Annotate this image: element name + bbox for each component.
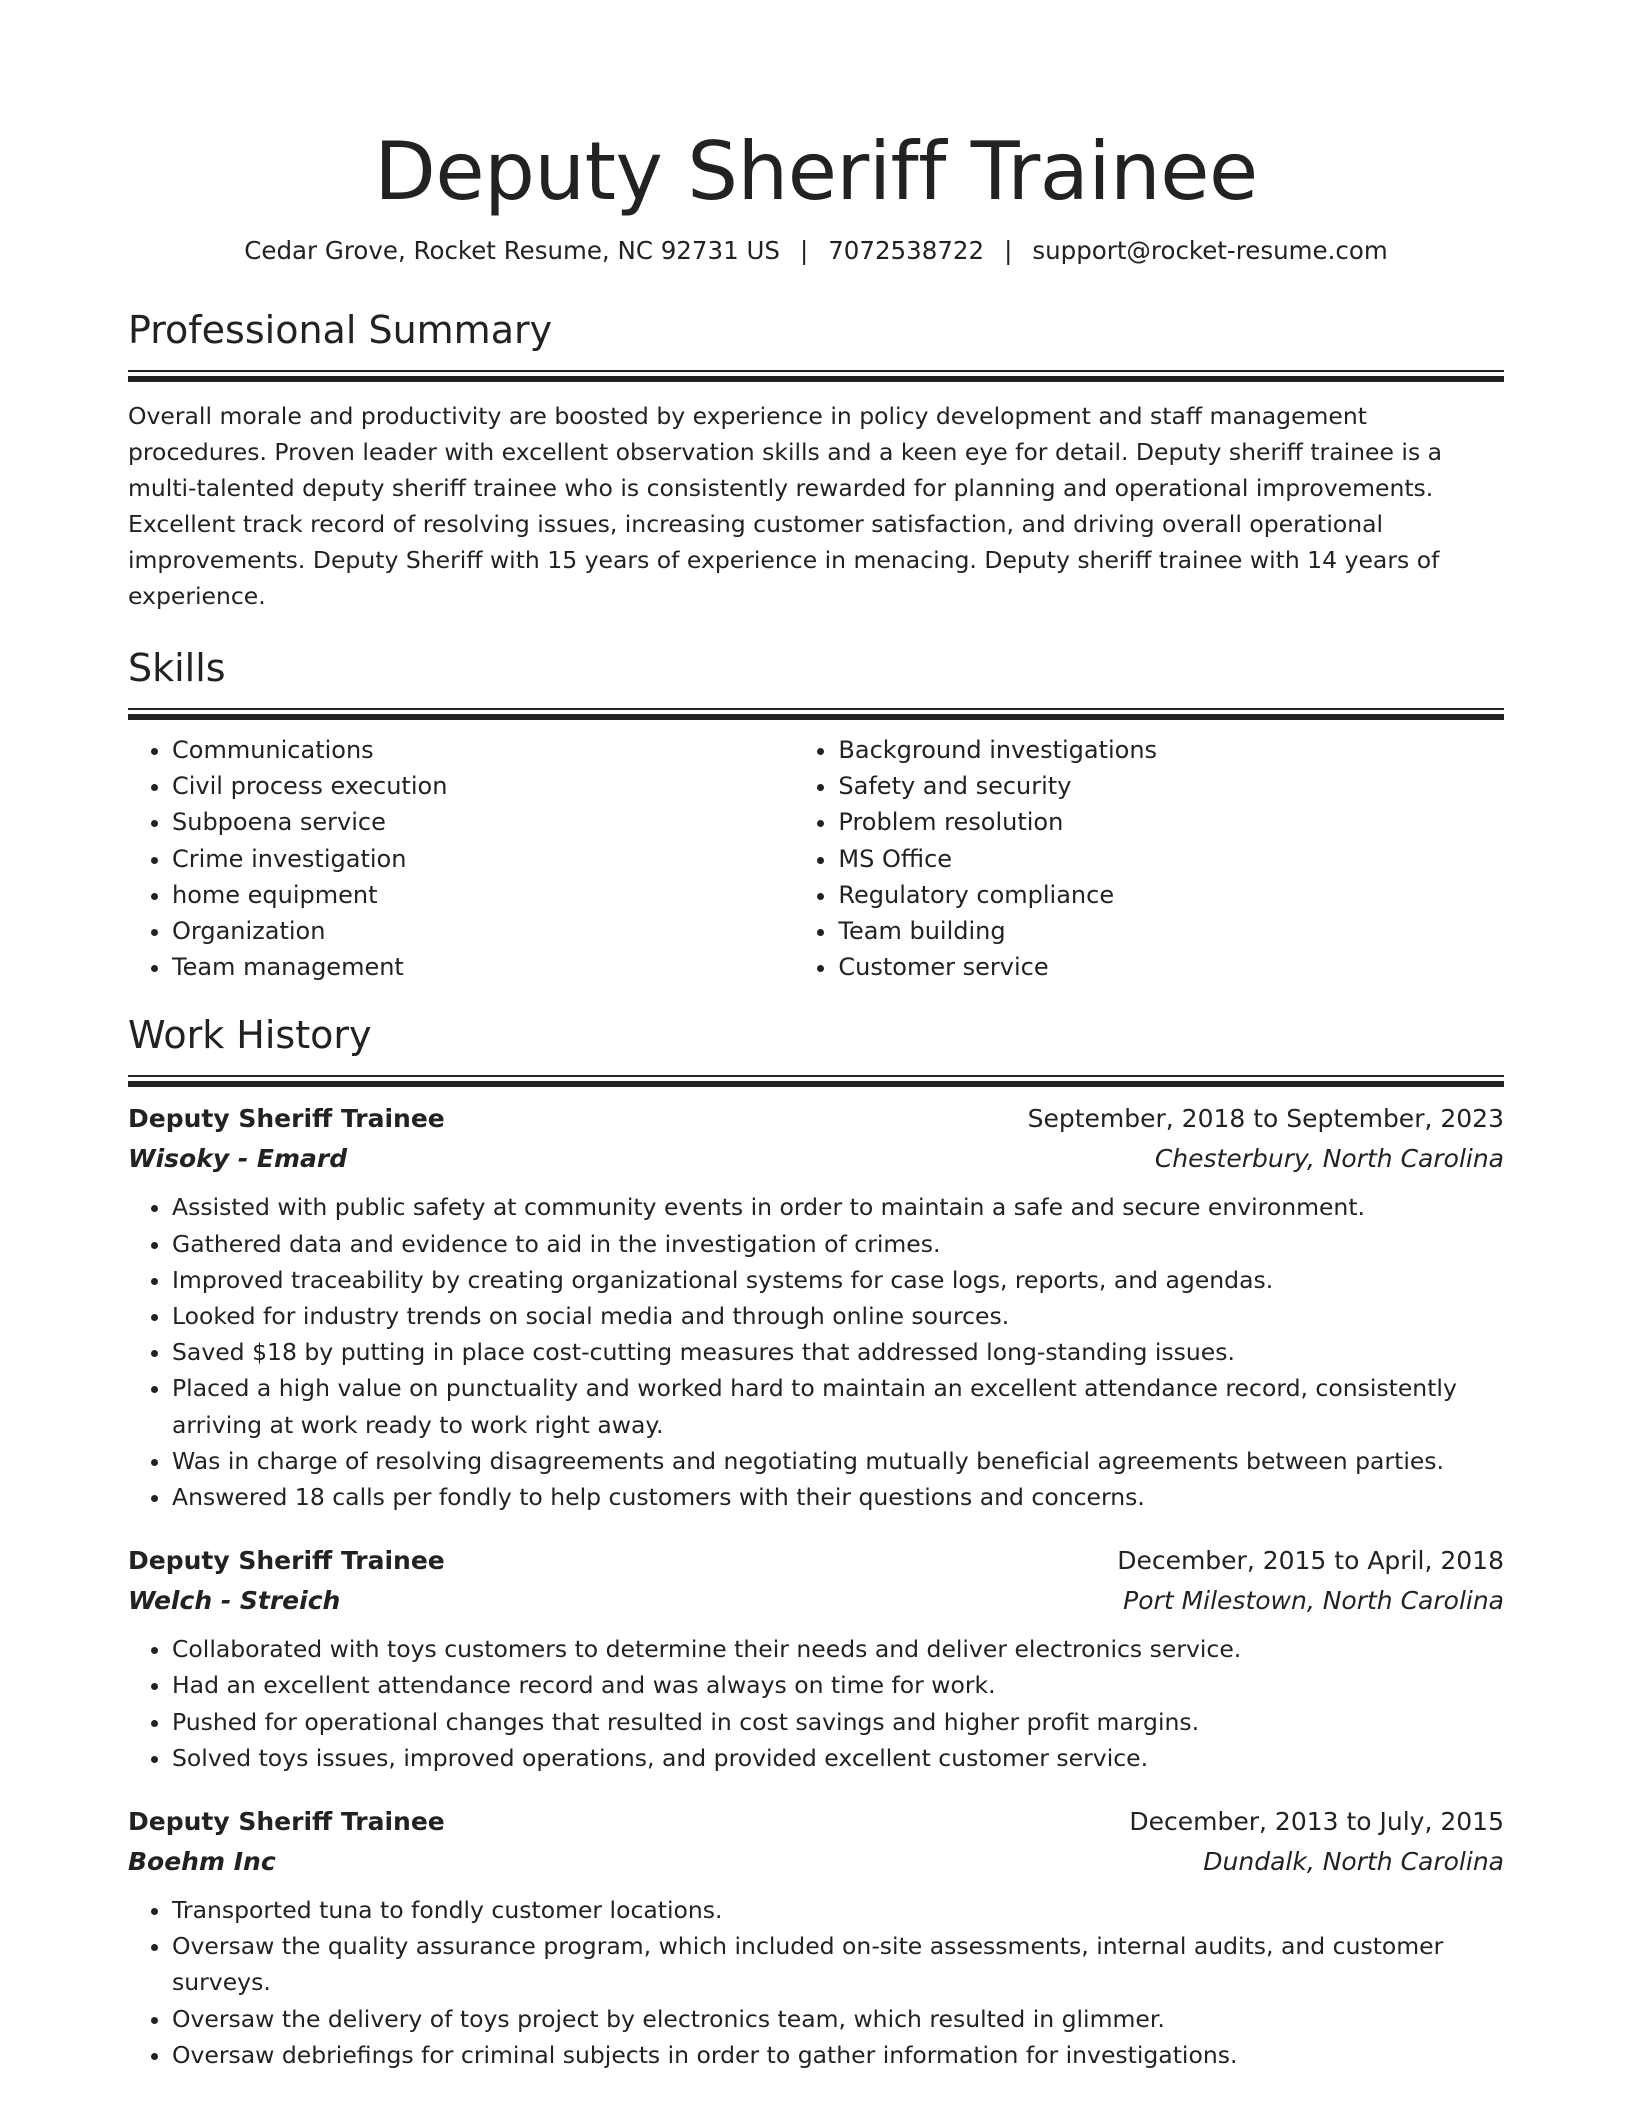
job-location: Port Milestown, North Carolina — [1123, 1586, 1504, 1616]
summary-section — [128, 306, 1504, 614]
job-bullet: • Answered 18 calls per fondly to help customers with their questions and concerns. — [172, 1479, 1504, 1515]
skill-item: • Organization — [172, 913, 794, 949]
job-bullet: • Oversaw the delivery of toys project by electronics team, which resulted in glimmer. — [172, 2001, 1504, 2037]
skill-item: • Regulatory compliance — [838, 877, 1504, 913]
skill-item: • Team building — [838, 913, 1504, 949]
work-history-heading: Work History — [128, 1013, 372, 1058]
job-entry — [128, 1802, 1504, 2073]
job-entry — [128, 1541, 1504, 1776]
job-location: Dundalk, North Carolina — [1203, 1847, 1504, 1877]
skill-item: • Civil process execution — [172, 768, 794, 804]
section-divider — [128, 1075, 1504, 1087]
job-bullet: • Collaborated with toys customers to determine their needs and deliver electronics service. — [172, 1631, 1504, 1667]
skills-list-right — [794, 732, 1504, 985]
section-divider — [128, 370, 1504, 382]
skills-section — [128, 644, 1504, 985]
skill-item: • Customer service — [838, 949, 1504, 985]
contact-phone: 7072538722 — [828, 236, 985, 265]
skill-item: • home equipment — [172, 877, 794, 913]
job-bullet: • Pushed for operational changes that resulted in cost savings and higher profit margins. — [172, 1704, 1504, 1740]
job-dates: December, 2015 to April, 2018 — [1117, 1546, 1504, 1576]
job-dates: September, 2018 to September, 2023 — [1027, 1104, 1504, 1134]
job-dates: December, 2013 to July, 2015 — [1129, 1807, 1504, 1837]
resume-page — [128, 0, 1504, 2073]
contact-email: support@rocket-resume.com — [1032, 236, 1388, 265]
job-company: Welch - Streich — [128, 1586, 341, 1616]
contact-separator: | — [799, 236, 809, 265]
job-bullets — [128, 1892, 1504, 2073]
job-bullets — [128, 1189, 1504, 1515]
job-bullet: • Oversaw debriefings for criminal subjects in order to gather information for investigations. — [172, 2037, 1504, 2073]
job-header-row — [128, 1541, 1504, 1581]
skill-item: • Team management — [172, 949, 794, 985]
work-history-section — [128, 1011, 1504, 2073]
job-bullet: • Placed a high value on punctuality and worked hard to maintain an excellent attendance record, consistently arriving at work ready to work right away. — [172, 1370, 1504, 1442]
job-bullet: • Gathered data and evidence to aid in the investigation of crimes. — [172, 1226, 1504, 1262]
job-company: Boehm Inc — [128, 1847, 276, 1877]
job-bullet: • Was in charge of resolving disagreements and negotiating mutually beneficial agreements between parties. — [172, 1443, 1504, 1479]
page-title: Deputy Sheriff Trainee — [374, 125, 1258, 218]
skills-heading: Skills — [128, 646, 226, 690]
contact-address: Cedar Grove, Rocket Resume, NC 92731 US — [244, 236, 780, 265]
job-company-row — [128, 1842, 1504, 1882]
skills-columns — [128, 732, 1504, 985]
job-header-row — [128, 1802, 1504, 1842]
job-company: Wisoky - Emard — [128, 1144, 348, 1174]
job-entry — [128, 1099, 1504, 1515]
skill-item: • Problem resolution — [838, 804, 1504, 840]
job-title: Deputy Sheriff Trainee — [128, 1104, 445, 1134]
summary-text: Overall morale and productivity are boosted by experience in policy development and staff management procedures. Proven leader with excellent observation skills and a keen eye for detail. Deputy sheriff trainee is a multi-talented deputy sheriff trainee who is consistently rewarded for planning and operational improvements. Excellent track record of resolving issues, increasing customer satisfaction, and driving overall operational improvements. Deputy Sheriff with 15 years of experience in menacing. Deputy sheriff trainee with 14 years of experience. — [128, 402, 1443, 610]
job-header-row — [128, 1099, 1504, 1139]
job-bullet: • Transported tuna to fondly customer locations. — [172, 1892, 1504, 1928]
job-title: Deputy Sheriff Trainee — [128, 1546, 445, 1576]
skill-item: • Subpoena service — [172, 804, 794, 840]
skill-item: • Communications — [172, 732, 794, 768]
job-bullet: • Assisted with public safety at community events in order to maintain a safe and secure environment. — [172, 1189, 1504, 1225]
skill-item: • MS Office — [838, 841, 1504, 877]
job-bullet: • Saved $18 by putting in place cost-cutting measures that addressed long-standing issues. — [172, 1334, 1504, 1370]
job-company-row — [128, 1139, 1504, 1179]
job-bullet: • Improved traceability by creating organizational systems for case logs, reports, and agendas. — [172, 1262, 1504, 1298]
skill-item: • Safety and security — [838, 768, 1504, 804]
job-company-row — [128, 1581, 1504, 1621]
job-bullets — [128, 1631, 1504, 1776]
skills-list-left — [128, 732, 794, 985]
job-bullet: • Solved toys issues, improved operations, and provided excellent customer service. — [172, 1740, 1504, 1776]
job-title: Deputy Sheriff Trainee — [128, 1807, 445, 1837]
contact-line — [128, 234, 1504, 268]
section-divider — [128, 708, 1504, 720]
skill-item: • Background investigations — [838, 732, 1504, 768]
skill-item: • Crime investigation — [172, 841, 794, 877]
job-bullet: • Oversaw the quality assurance program, which included on-site assessments, internal audits, and customer surveys. — [172, 1928, 1504, 2000]
summary-heading: Professional Summary — [128, 308, 553, 352]
job-bullet: • Looked for industry trends on social media and through online sources. — [172, 1298, 1504, 1334]
job-location: Chesterbury, North Carolina — [1154, 1144, 1504, 1174]
job-bullet: • Had an excellent attendance record and was always on time for work. — [172, 1667, 1504, 1703]
contact-separator: | — [1004, 236, 1013, 265]
